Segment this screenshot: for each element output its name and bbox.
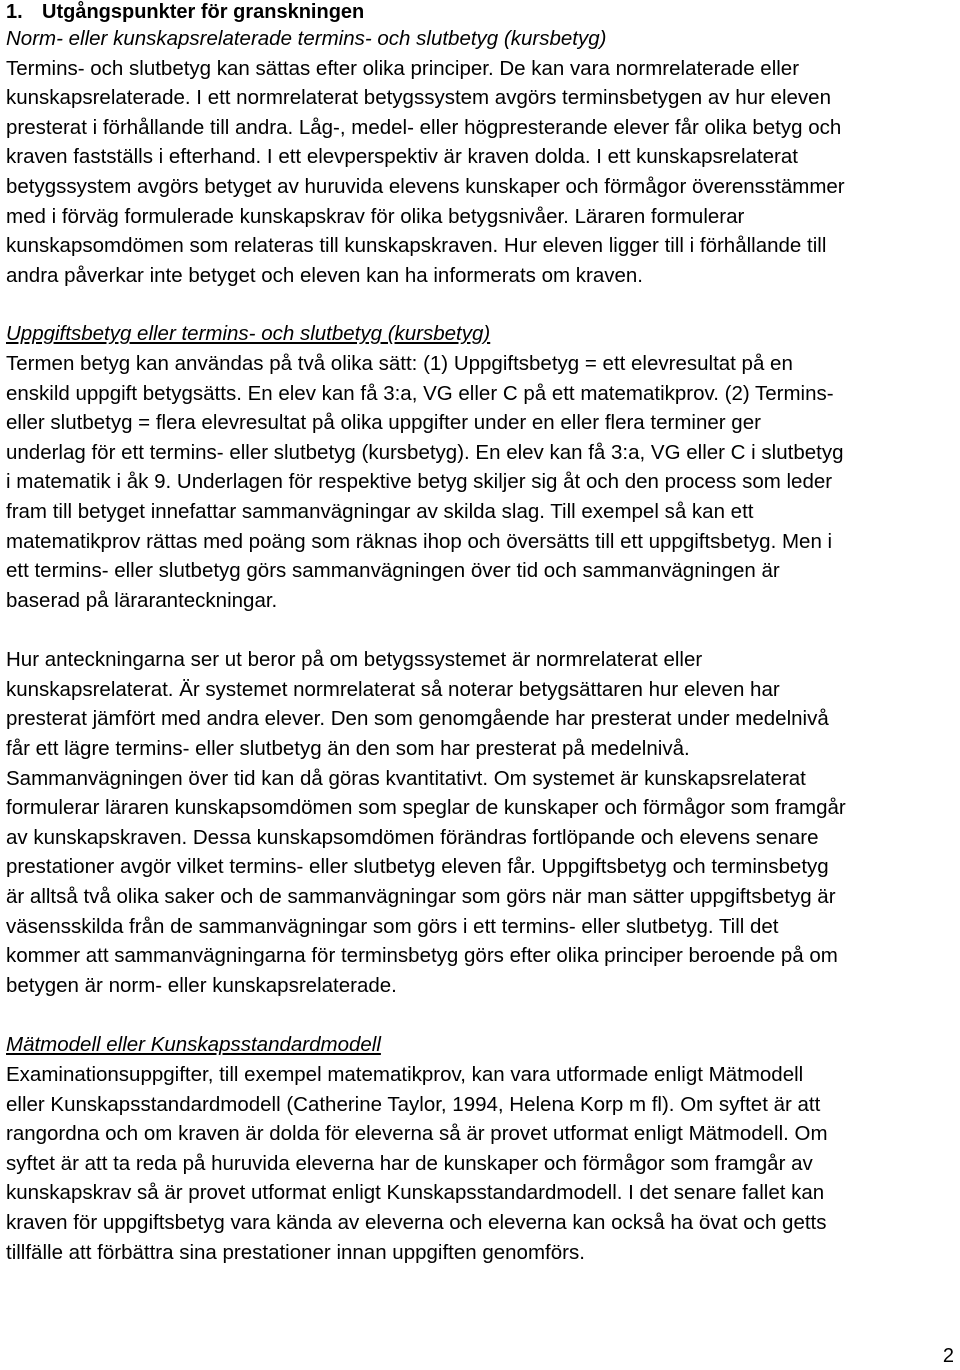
text-line: betygen är norm- eller kunskapsrelaterade. [6,973,397,997]
text-line: kunskapsrelaterade. I ett normrelaterat betygssystem avgörs terminsbetygen av hur eleven [6,86,831,110]
text-line: matematikprov rättas med poäng som räknas ihop och översätts till ett uppgiftsbetyg. Men i [6,529,833,553]
text-line: betygssystem avgörs betyget av huruvida elevens kunskaper och förmågor överensstämmer [6,174,845,198]
text-line: formulerar läraren kunskapsomdömen som speglar de kunskaper och förmågor som framgår [6,796,846,820]
text-line: syftet är att ta reda på huruvida eleverna har de kunskaper och förmågor som framgår av [6,1151,813,1175]
text-line: eller Kunskapsstandardmodell (Catherine Taylor, 1994, Helena Korp m fl). Om syftet är att [6,1092,821,1116]
paragraph-uppgiftsbetyg [6,349,954,615]
text-line: presterat jämfört med andra elever. Den som genomgående har presterat under medelnivå [6,707,829,731]
paragraph-norm-kunskap [6,54,954,291]
paragraph-matmodell [6,1060,954,1267]
text-line: med i förväg formulerade kunskapskrav för olika betygsnivåer. Läraren formulerar [6,204,745,228]
text-line: eller slutbetyg = flera elevresultat på olika uppgifter under en eller flera terminer ger [6,411,761,435]
text-line: är alltså två olika saker och de sammanvägningar som görs när man sätter uppgiftsbetyg är [6,885,836,909]
text-line: andra påverkar inte betyget och eleven kan ha informerats om kraven. [6,263,643,287]
document-page [6,0,954,1267]
text-line: Termen betyg kan användas på två olika sätt: (1) Uppgiftsbetyg = ett elevresultat på en [6,351,793,375]
subheading-matmodell: Mätmodell eller Kunskapsstandardmodell [6,1033,381,1057]
text-line: Hur anteckningarna ser ut beror på om betygssystemet är normrelaterat eller [6,648,703,672]
page-number: 2 [942,1345,954,1367]
text-line: enskild uppgift betygsätts. En elev kan få 3:a, VG eller C på ett matematikprov. (2) Termins- [6,381,834,405]
subheading-uppgiftsbetyg: Uppgiftsbetyg eller termins- och slutbetyg (kursbetyg) [6,322,491,346]
text-line: prestationer avgör vilket termins- eller slutbetyg eleven får. Uppgiftsbetyg och terminsbetyg [6,855,829,879]
section-heading [6,0,954,24]
paragraph-spacer [6,290,954,319]
section-norm-kunskap [6,24,954,290]
text-line: kraven fastställs i efterhand. I ett elevperspektiv är kraven dolda. I ett kunskapsrelaterat [6,145,798,169]
text-line: kunskapsomdömen som relateras till kunskapskraven. Hur eleven ligger till i förhållande till [6,234,827,258]
text-line: Examinationsuppgifter, till exempel matematikprov, kan vara utformade enligt Mätmodell [6,1063,804,1086]
text-line: av kunskapskraven. Dessa kunskapsomdömen förändras fortlöpande och elevens senare [6,825,819,849]
text-line: väsensskilda från de sammanvägningar som görs i ett termins- eller slutbetyg. Till det [6,914,779,938]
section-anteckningar [6,645,954,1000]
paragraph-spacer [6,615,954,645]
text-line: får ett lägre termins- eller slutbetyg än den som har presterat på medelnivå. [6,737,690,761]
text-line: ett termins- eller slutbetyg görs sammanvägningen över tid och sammanvägningen är [6,559,780,583]
text-line: Termins- och slutbetyg kan sättas efter olika principer. De kan vara normrelaterade eller [6,56,800,80]
paragraph-spacer [6,1000,954,1030]
heading-number: 1. [6,1,23,23]
text-line: i matematik i åk 9. Underlagen för respektive betyg skiljer sig åt och den process som leder [6,470,833,494]
text-line: kunskapskrav så är provet utformat enligt Kunskapsstandardmodell. I det senare fallet kan [6,1181,825,1205]
text-line: Sammanvägningen över tid kan då göras kvantitativt. Om systemet är kunskapsrelaterat [6,766,806,790]
section-matmodell [6,1030,954,1267]
text-line: baserad på läraranteckningar. [6,588,278,612]
text-line: kraven för uppgiftsbetyg vara kända av eleverna och eleverna kan också ha övat och getts [6,1210,827,1234]
paragraph-anteckningar [6,645,954,1000]
subheading-norm-kunskap: Norm- eller kunskapsrelaterade termins- och slutbetyg (kursbetyg) [6,27,607,50]
text-line: fram till betyget innefattar sammanvägningar av skilda slag. Till exempel så kan ett [6,499,754,523]
section-uppgiftsbetyg [6,319,954,615]
text-line: underlag för ett termins- eller slutbetyg (kursbetyg). En elev kan få 3:a, VG eller C i slutbetyg [6,440,844,464]
heading-title: Utgångspunkter för granskningen [42,1,365,23]
text-line: rangordna och om kraven är dolda för eleverna så är provet utformat enligt Mätmodell. Om [6,1122,828,1146]
text-line: tillfälle att förbättra sina prestationer innan uppgiften genomförs. [6,1240,585,1264]
text-line: kommer att sammanvägningarna för terminsbetyg görs efter olika principer beroende på om [6,944,838,968]
text-line: kunskapsrelaterat. Är systemet normrelaterat så noterar betygsättaren hur eleven har [6,677,780,701]
text-line: presterat i förhållande till andra. Låg-, medel- eller högpresterande elever får olika betyg och [6,115,842,139]
